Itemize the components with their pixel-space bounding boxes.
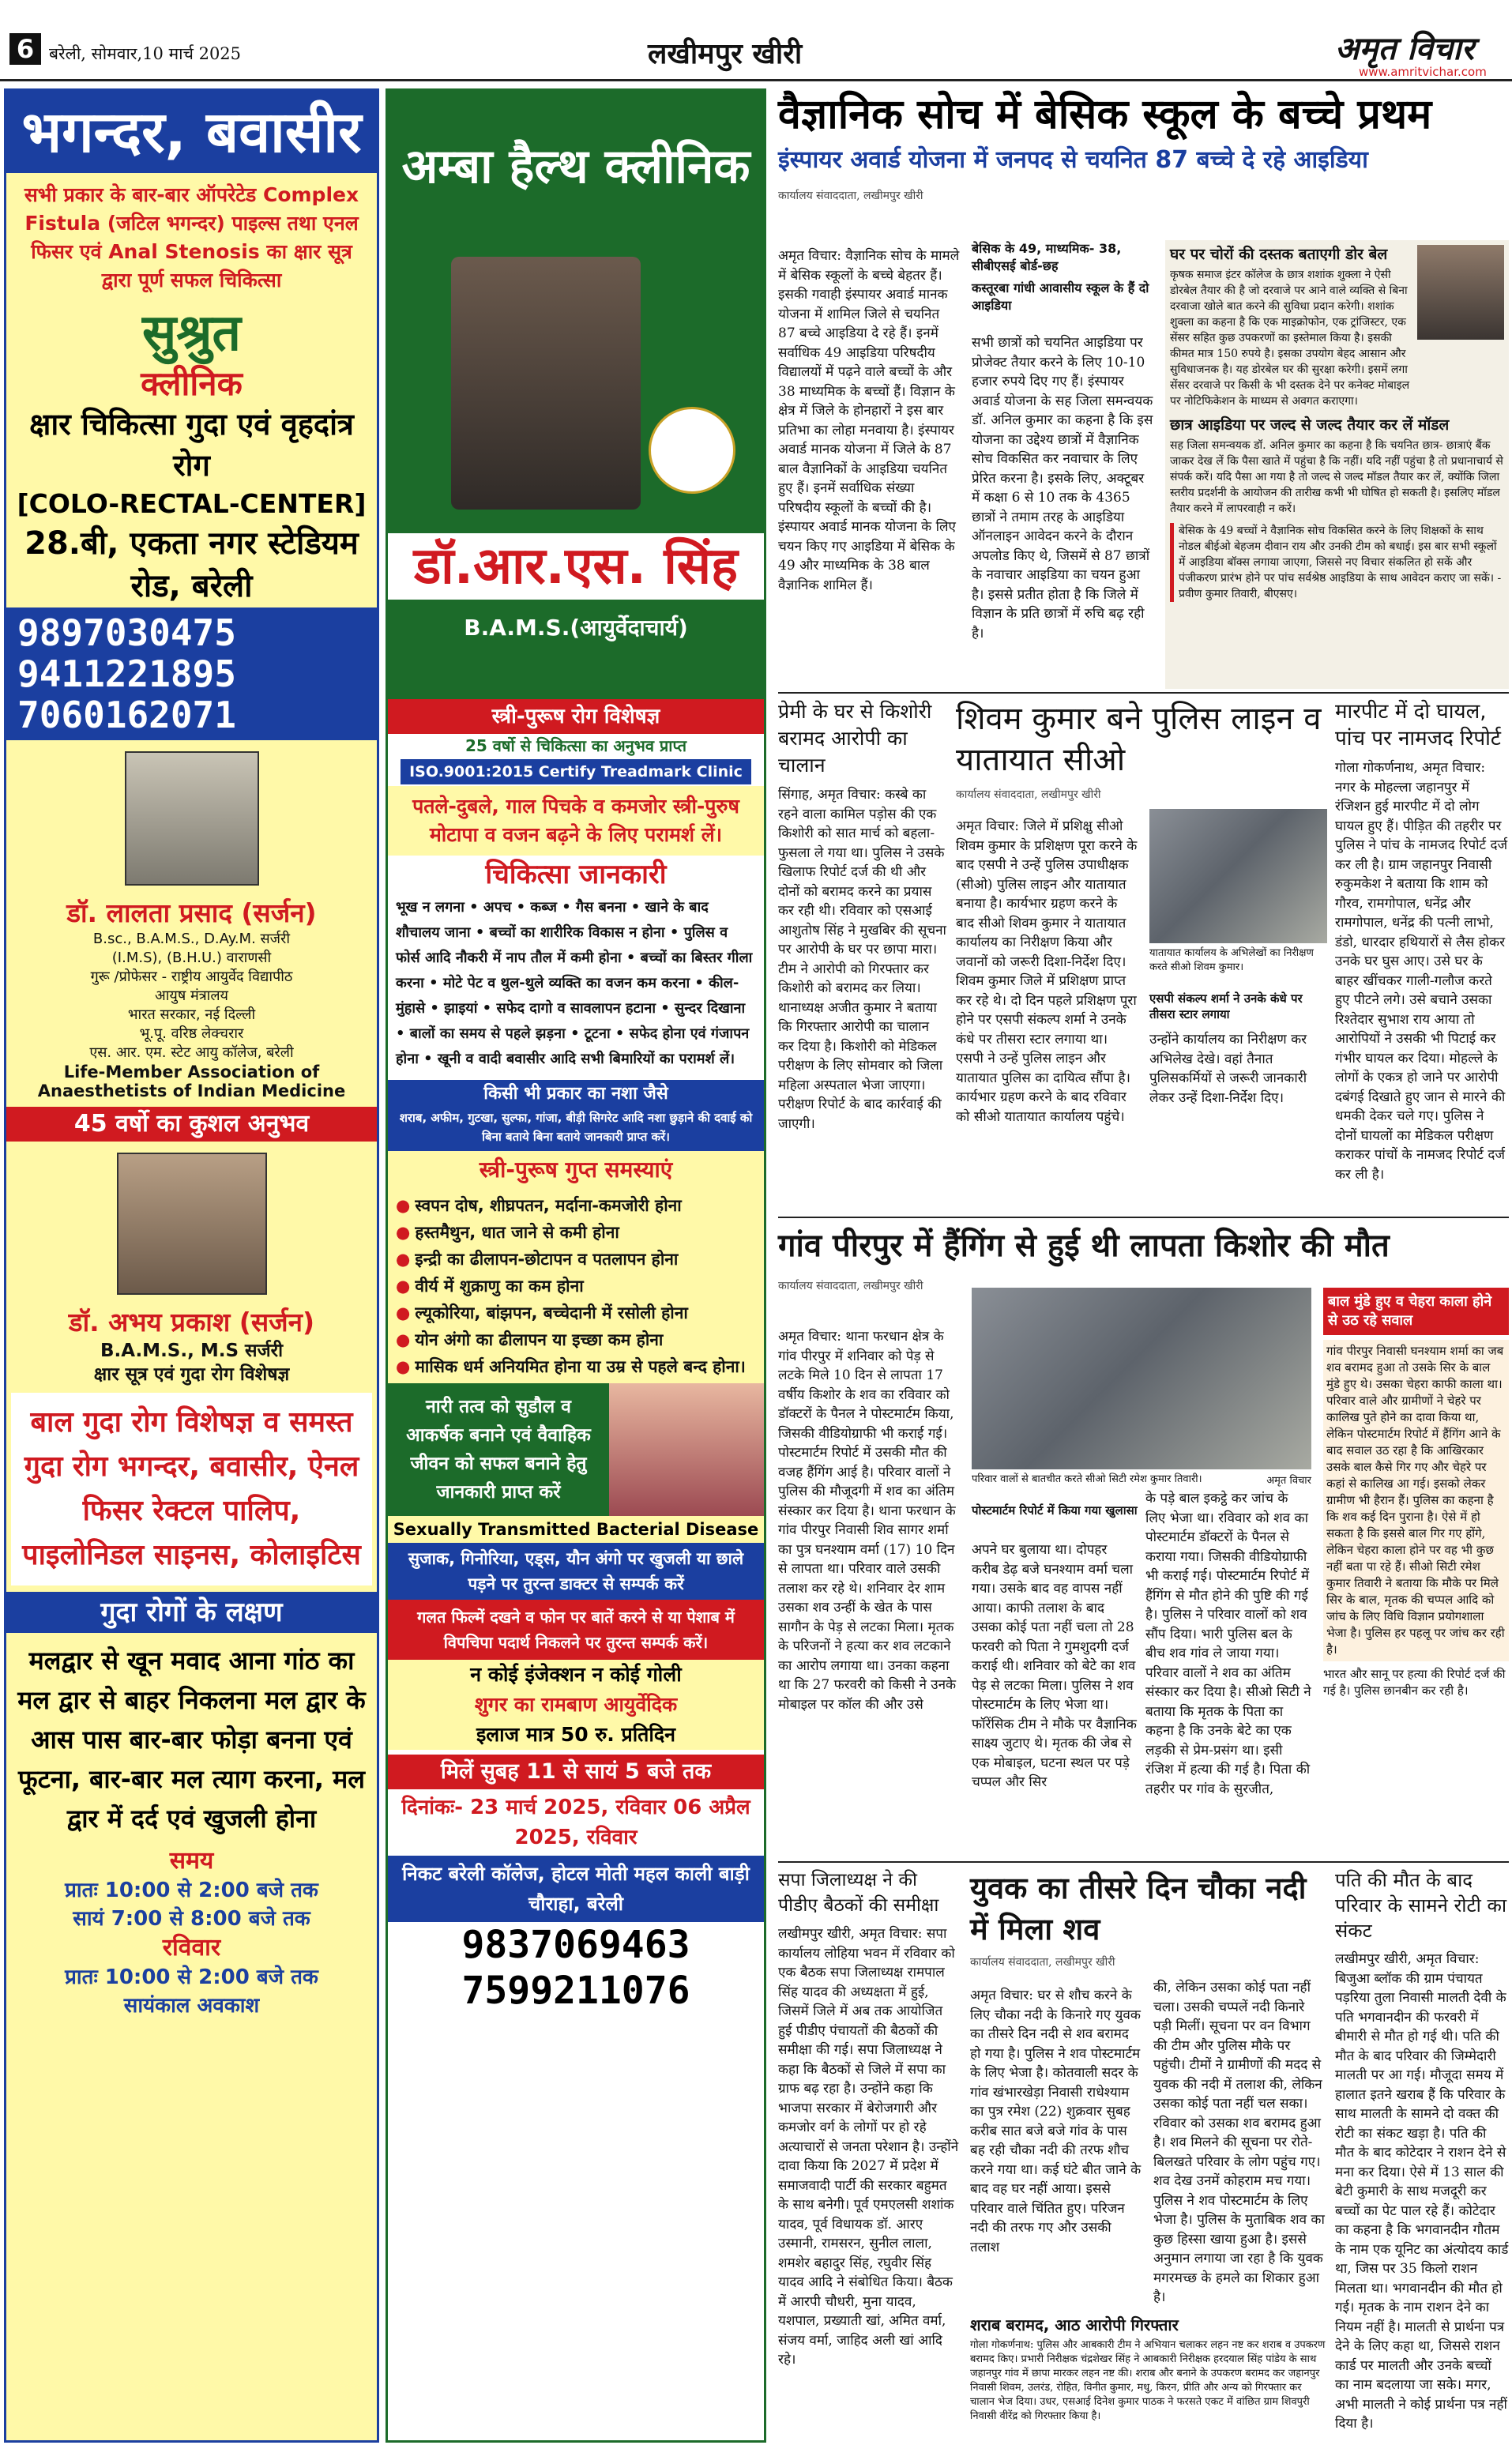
sp-text: लखीमपुर खीरी, अमृत विचार: सपा कार्यालय लोहिया भवन में रविवार को एक बैठक सपा जिलाध्यक्ष रामपाल सिंह यादव की अध्यक्षता में हुई, जिसमें जिले में अब तक आयोजित हुई पीडीए पंचायतों की बैठकों की समीक्षा की गई। सपा जिलाध्यक्ष ने कहा कि बैठकों से जिले में सपा का ग्राफ बढ़ रहा है। उन्होंने कहा कि भाजपा सरकार में बेरोजगारी और कमजोर वर्ग के लोगों पर हो रहे अत्याचारों से जनता परेशान है। उन्होंने दावा किया कि 2027 में प्रदेश में समाजवादी पार्टी की सरकार बहुमत के साथ बनेगी। पूर्व एमएलसी शशांक यादव, पूर्व विधायक डॉ. आरए उस्मानी, रामसरन, सुनील लाला, शमशेर बहादुर सिंह, रघुवीर सिंह यादव आदि ने संबोधित किया। बैठक में आरपी चौधरी, मुना यादव, यशपाल, प्रख्याती खां, अमित वर्मा, संजय वर्मा, जाहिद अली खां आदि रहे। bbox=[778, 1926, 959, 2368]
clinic-center: [COLO-RECTAL-CENTER] bbox=[17, 488, 367, 519]
no-injection: न कोई इंजेक्शन न कोई गोली bbox=[388, 1660, 764, 1690]
spec-block: बाल गुदा रोग विशेषज्ञ व समस्त गुदा रोग भगन्दर, बवासीर, ऐनल फिसर रेक्टल पालिप, पाइलोनिडल साइनस, कोलाइटिस bbox=[11, 1393, 372, 1585]
secret-item: ● वीर्य में शुक्राणु का कम होना bbox=[396, 1277, 584, 1296]
ad-title: भगन्दर, बवासीर bbox=[6, 91, 377, 173]
urgent-note: गलत फिल्में दखने व फोन पर बातें करने से या पेशाब में विपचिपा पदार्थ निकलने पर तुरन्त सम्पर्क करें। bbox=[388, 1600, 764, 1660]
story-kidnap bbox=[778, 698, 948, 1212]
assault-body bbox=[1335, 758, 1509, 1185]
addiction-title: किसी भी प्रकार का नशा जैसे bbox=[388, 1080, 764, 1108]
secret-item: ● स्वपन दोष, शीघ्रपतन, मर्दाना-कमजोरी होना bbox=[396, 1196, 682, 1215]
doctor2-degree: B.A.M.S., M.S सर्जरी bbox=[100, 1341, 284, 1361]
river-text: की, लेकिन उसका कोई पता नहीं चला। उसकी चप्पलें नदी किनारे पड़ी मिलीं। सूचना पर वन विभाग की टीम और पुलिस मौके पर पहुंची। टीमों ने ग्रामीणों की मदद से युवक की नदी में तलाश की, लेकिन उसका कोई पता नहीं चल सका। रविवार को उसका शव बरामद हुआ है। शव मिलने की सूचना पर रोते-बिलखते परिवार के लोग पहुंच गए। शव देख उनमें कोहराम मच गया। पुलिस ने शव पोस्टमार्टम के लिए भेजा है। पुलिस के मुताबिक शव का कुछ हिस्सा खाया हुआ है। इससे अनुमान लगाया जा रहा है कि युवक मगरमच्छ के हमले का शिकार हुआ है। bbox=[1153, 1980, 1325, 2305]
std-title: Sexually Transmitted Bacterial Disease bbox=[388, 1516, 764, 1543]
page-number: 6 bbox=[9, 33, 41, 65]
iso-badge: ISO.9001:2015 Certify Treadmark Clinic bbox=[401, 759, 751, 784]
assault-headline: मारपीट में दो घायल, पांच पर नामजद रिपोर्ट bbox=[1335, 700, 1501, 750]
widow-body bbox=[1335, 1950, 1509, 2432]
river-sub-text: गोला गोकर्णनाथ: पुलिस और आबकारी टीम ने अभियान चलाकर लहन नष्ट कर शराब व उपकरण बरामद किए। प्रभारी निरीक्षक चंद्रशेखर सिंह ने आबकारी निरीक्षक हरदयाल सिंह पांडेय के साथ जहानपुर गांव में छापा मारकर लहन नष्ट की। शराब और बनाने के उपकरण बरामद कर जहानपुर निवासी शिवम, उलरंड, रोहित, विनीत कुमार, मधु, किरन, प्रीति और अन्य को गिरफ्तार कर चालान भेज दिया। उधर, एसआई दिनेश कुमार पाठक ने फरसते एकट में वांछित ग्राम शिवपुरी निवासी वीरेंद्र को गिरफ्तार किया है। bbox=[970, 2339, 1326, 2422]
doctor1-line: भारत सरकार, नई दिल्ली bbox=[127, 1006, 256, 1023]
quote-text: बेसिक के 49 बच्चों ने वैज्ञानिक सोच विकसित करने के लिए शिक्षकों के साथ नोडल बीईओ बेहजम दीवान राय और उनकी टीम को बधाई। इस बार सभी स्कूलों में आइडिया बॉक्स लगाया जाएगा, जिससे नए विचार संकलित हो सकें और पंजीकरण प्रारंभ होने पर पांच सर्वश्रेष्ठ आइडिया के साथ आवेदन कराए जा सकें। - प्रवीण कुमार तिवारी, बीएसए। bbox=[1170, 523, 1504, 602]
clinic-logo bbox=[649, 407, 735, 494]
clinic-phone: 9837069463 bbox=[461, 1923, 690, 1967]
brand-logo: अमृत विचार bbox=[1335, 31, 1474, 67]
police-text: अमृत विचार: जिले में प्रशिक्षु सीओ शिवम कुमार के प्रशिक्षण पूरा करने के बाद एसपी ने उन्हें पुलिस उपाधीक्षक (सीओ) पुलिस लाइन और यातायात बनाया है। कार्यभार ग्रहण करने के बाद सीओ शिवम कुमार ने यातायात कार्यालय का निरीक्षण किया और जवानों को जरूरी दिशा-निर्देश दिए। शिवम कुमार जिले में प्रशिक्षण प्राप्त कर रहे थे। दो दिन पहले प्रशिक्षण पूरा होने पर एसपी संकल्प शर्मा ने उनके कंधे पर तीसरा स्टार लगाया था। एसपी ने उन्हें पुलिस लाइन और यातायात पुलिस का दायित्व सौंपा है। कार्यभार ग्रहण करने के बाद रविवार को सीओ यातायात कार्यालय पहुंचे। bbox=[956, 818, 1138, 1125]
timing-line: प्रातः 10:00 से 2:00 बजे तक bbox=[65, 1879, 318, 1902]
secret-item-text: स्वपन दोष, शीघ्रपतन, मर्दाना-कमजोरी होना bbox=[415, 1196, 682, 1215]
timing-line: सायं 7:00 से 8:00 बजे तक bbox=[73, 1907, 310, 1931]
lead-paragraph: अमृत विचार: वैज्ञानिक सोच के मामले में बेसिक स्कूलों के बच्चे बेहतर हैं। इसकी गवाही इंस्पायर अवार्ड मानक योजना में शामिल जिले से चयनित 87 बच्चे आइडिया दे रहे हैं। इनमें सर्वाधिक 49 आइडिया परिषदीय विद्यालयों में पढ़ने वाले बच्चों के और 38 माध्यमिक के बच्चों हैं। विज्ञान के क्षेत्र में जिले के होनहारों ने इस बार प्रतिभा का लोहा मनवाया है। इंस्पायर अवार्ड मानक योजना में जिले के 87 बाल वैज्ञानिकों के आइडिया चयनित हुए हैं। इनमें सर्वाधिक संख्या परिषदीय स्कूलों के बच्चों की है। इंस्पायर अवार्ड मानक योजना के लिए चयन किए गए आइडिया में बेसिक के 49 और माध्यमिक के 38 बाल वैज्ञानिक शामिल हैं। bbox=[778, 248, 960, 593]
police-col1 bbox=[956, 817, 1138, 1212]
lead-subhead: इंस्पायर अवार्ड योजना में जनपद से चयनित 87 बच्चे दे रहे आइडिया bbox=[778, 146, 1368, 174]
secret-item-text: हस्तमैथुन, धात जाने से कमी होना bbox=[415, 1223, 619, 1242]
women-row bbox=[388, 1383, 764, 1516]
sidebar-text: सह जिला समन्वयक डॉ. अनिल कुमार का कहना है कि चयनित छात्र- छात्राएं बैंक जाकर देख लें कि पैसा खाते में पहुंचा है कि नहीं। यदि नहीं पहुंचा है तो प्रधानाचार्य से संपर्क करें। यदि पैसा आ गया है तो जल्द से जल्द मॉडल तैयार कर लें, क्योंकि जिला स्तरीय प्रदर्शनी के आयोजन की तारीख कभी भी घोषित हो सकती है। इसलिए मॉडल तैयार करने में लापरवाही न करें। bbox=[1170, 439, 1503, 515]
river-headline: युवक का तीसरे दिन चौका नदी में मिला शव bbox=[970, 1871, 1307, 1947]
secret-item: ● इन्द्री का ढीलापन-छोटापन व पतलापन होना bbox=[396, 1250, 679, 1269]
hanging-headline: गांव पीरपुर में हैंगिंग से हुई थी लापता किशोर की मौत bbox=[778, 1228, 1390, 1264]
hanging-text: अमृत विचार: थाना फरधान क्षेत्र के गांव पीरपुर में शनिवार को पेड़ से लटके मिले 10 दिन से लापता 17 वर्षीय किशोर के शव का रविवार को डॉक्टरों के पैनल ने पोस्टमार्टम किया, जिसकी वीडियोग्राफी भी कराई गई। पोस्टमार्टम रिपोर्ट में उसकी मौत की वजह हैंगिंग आई है। परिवार वालों ने पुलिस की मौजूदगी में शव का अंतिम संस्कार कर दिया है। थाना फरधान के गांव पीरपुर निवासी शिव सागर शर्मा का पुत्र घनश्याम वर्मा (17) 10 दिन से लापता था। परिवार वाले उसकी तलाश कर रहे थे। शनिवार देर शाम उसका शव उन्हीं के खेत के पास सागौन के पेड़ से लटका मिला। मृतक के परिजनों ने हत्या कर शव लटकाने का आरोप लगाया था। उनका कहना था कि 27 फरवरी को किसी ने उनके मोबाइल पर कॉल की और उसे bbox=[778, 1329, 957, 1713]
dates-line: दिनांकः- 23 मार्च 2025, रविवार 06 अप्रैल 2025, रविवार bbox=[401, 1796, 750, 1849]
sidebar-text: कृषक समाज इंटर कॉलेज के छात्र शशांक शुक्ला ने ऐसी डोरबेल तैयार की है जो दरवाजे पर आने वाले व्यक्ति से बिना दरवाजा खोले बात करने की सुविधा प्रदान करेगी। शशांक शुक्ला का कहना है कि एक माइक्रोफोन, एक ट्रांजिस्टर, एक सेंसर सहित कुछ उपकरणों का इस्तेमाल किया है। इसकी कीमत मात्र 150 रुपये है। इसका उपयोग बेहद आसान और सुविधाजनक है। यह डोरबेल घर की सुरक्षा करेगी। इसमें लगा सेंसर दरवाजे पर किसी के भी दस्तक देने पर कनेक्ट मोबाइल पर नोटिफिकेशन के माध्यम से अवगत कराएगा। bbox=[1170, 269, 1410, 408]
masthead-rule bbox=[0, 79, 1512, 81]
sp-body bbox=[778, 1924, 960, 2414]
doctor1-name: डॉ. लालता प्रसाद (सर्जन) bbox=[66, 897, 317, 928]
secret-item-text: ल्यूकोरिया, बांझपन, बच्चेदानी में रसोली होना bbox=[415, 1303, 688, 1322]
story-river bbox=[970, 1868, 1326, 2440]
doctor1-line: आयुष मंत्रालय bbox=[155, 987, 228, 1004]
hanging-sidebar bbox=[1323, 1288, 1509, 1856]
lead-col2 bbox=[972, 333, 1153, 689]
phone-3: 7060162071 bbox=[17, 694, 236, 736]
doctor2-name: डॉ. अभय प्रकाश (सर्जन) bbox=[68, 1307, 315, 1337]
sp-headline: सपा जिलाध्यक्ष ने की पीडीए बैठकों की समीक्षा bbox=[778, 1870, 939, 1916]
hours-line: मिलें सुबह 11 से सायं 5 बजे तक bbox=[388, 1755, 764, 1789]
river-byline: कार्यालय संवाददाता, लखीमपुर खीरी bbox=[970, 1956, 1115, 1969]
secret-item-text: योन अंगो का ढीलापन या इच्छा कम होना bbox=[415, 1330, 664, 1349]
timing-title: समय bbox=[169, 1847, 214, 1875]
clinic-specialty: क्षार चिकित्सा गुदा एवं वृहदांत्र रोग bbox=[29, 407, 354, 483]
secret-item: ● मासिक धर्म अनियमित होना या उम्र से पहले बन्द होना। bbox=[396, 1357, 746, 1376]
secret-item-text: वीर्य में शुक्राणु का कम होना bbox=[415, 1277, 584, 1296]
doctor2-spec: क्षार सूत्र एवं गुदा रोग विशेषज्ञ bbox=[93, 1364, 290, 1385]
assault-text: गोला गोकर्णनाथ, अमृत विचार: नगर के मोहल्ला जहानपुर में रंजिशन हुई मारपीट में दो लोग घायल हुए हैं। पीड़ित की तहरीर पर पुलिस ने पांच के नामजद रिपोर्ट दर्ज कर ली है। ग्राम जहानपुर निवासी रुकुमकेश ने बताया कि शाम को गौरव, रामगोपाल, धनेंद्र और रामगोपाल, धनेंद्र की पत्नी लाभो, डंडो, धारदार हथियारों से लैस होकर उनके घर घुस आए। उसे घर के बाहर खींचकर गाली-गलौज करते हुए पीटने लगे। उसे बचाने उसका रिश्तेदार सुभाश राय आया तो आरोपियों ने उसकी भी पिटाई कर गंभीर घायल कर दिया। मोहल्ले के लोगों के एकत्र हो जाने पर आरोपी दबंगई दिखाते हुए जान से मारने की धमकी देकर चले गए। पुलिस ने दोनों घायलों का मेडिकल परीक्षण कराकर पांचों के नामजद रिपोर्ट दर्ज कर ली है। bbox=[1335, 760, 1508, 1183]
lead-highlights bbox=[972, 240, 1153, 314]
timing-line: प्रातः 10:00 से 2:00 बजे तक bbox=[65, 1965, 318, 1989]
river-col2 bbox=[1153, 1978, 1326, 2310]
hanging-caption: परिवार वालों से बातचीत करते सीओ सिटी रमेश कुमार तिवारी। bbox=[972, 1473, 1202, 1485]
hanging-photo bbox=[972, 1288, 1311, 1469]
lead-highlight: कस्तूरबा गांधी आवासीय स्कूल के हैं दो आइडिया bbox=[972, 280, 1149, 313]
symptoms-text: मलद्वार से खून मवाद आना गांठ का मल द्वार से बाहर निकलना मल द्वार के आस पास बार-बार फोड़ा बनना एवं फूटना, बार-बार मल त्याग करना, मल द्वार में दर्द एवं खुजली होना bbox=[17, 1646, 366, 1834]
clinic-header-band bbox=[388, 91, 764, 699]
phone-1: 9897030475 bbox=[17, 611, 236, 654]
lead-highlight: बेसिक के 49, माध्यमिक- 38, सीबीएसई बोर्ड-छह bbox=[972, 241, 1122, 273]
dateline: बरेली, सोमवार,10 मार्च 2025 bbox=[49, 44, 242, 63]
doctor1-line: गुरू /प्रोफेसर - राष्ट्रीय आयुर्वेद विद्यापीठ bbox=[90, 969, 293, 985]
clinic-name: अम्बा हैल्थ क्लीनिक bbox=[401, 139, 750, 194]
student-photo bbox=[1417, 245, 1504, 340]
clinic-name: सुश्रुत bbox=[141, 304, 242, 363]
doctor1-line: भू.पू. वरिष्ठ लेक्चरार bbox=[139, 1025, 244, 1042]
experience-text: 25 वर्षो से चिकित्सा का अनुभव प्राप्त bbox=[465, 736, 687, 755]
divider bbox=[778, 692, 1509, 694]
story-police bbox=[956, 698, 1327, 1212]
info-title: चिकित्सा जानकारी bbox=[485, 859, 667, 890]
doctor-degree: B.A.M.S.(आयुर्वेदाचार्य) bbox=[464, 615, 688, 641]
hanging-byline: कार्यालय संवाददाता, लखीमपुर खीरी bbox=[778, 1280, 923, 1292]
ad-health-clinic bbox=[386, 88, 766, 2443]
symptoms-title: गुदा रोगों के लक्षण bbox=[6, 1592, 377, 1633]
clinic-sub: क्लीनिक bbox=[141, 364, 243, 403]
hanging-credit: अमृत विचार bbox=[1266, 1475, 1311, 1487]
body-note: पतले-दुबले, गाल पिचके व कमजोर स्त्री-पुरुष मोटापा व वजन बढ़ने के लिए परामर्श लें। bbox=[388, 786, 764, 856]
website: www.amritvichar.com bbox=[1359, 65, 1487, 79]
edition-name: लखीमपुर खीरी bbox=[648, 38, 803, 70]
lead-byline: कार्यालय संवाददाता, लखीमपुर खीरी bbox=[778, 190, 923, 202]
divider bbox=[778, 1861, 1509, 1863]
doctor-spec: स्त्री-पुरूष रोग विशेषज्ञ bbox=[388, 699, 764, 734]
hanging-col3 bbox=[1145, 1489, 1311, 1856]
story-assault bbox=[1335, 698, 1509, 1212]
timing-line: सायंकाल अवकाश bbox=[123, 1994, 260, 2018]
secret-item-text: मासिक धर्म अनियमित होना या उम्र से पहले बन्द होना। bbox=[415, 1357, 746, 1376]
police-highlight: एसपी संकल्प शर्मा ने उनके कंधे पर तीसरा स्टार लगाया bbox=[1149, 991, 1303, 1021]
lead-headline: वैज्ञानिक सोच में बेसिक स्कूल के बच्चे प्रथम bbox=[778, 91, 1432, 138]
hanging-col2 bbox=[972, 1540, 1138, 1856]
doctor1-details bbox=[6, 930, 377, 1100]
sunday-title: रविवार bbox=[162, 1934, 221, 1962]
ad-intro: सभी प्रकार के बार-बार ऑपरेटेड Complex Fistula (जटिल भगन्दर) पाइल्स तथा एनल फिसर एवं Anal Stenosis का क्षार सूत्र द्वारा पूर्ण सफल चिकित्सा bbox=[24, 183, 359, 292]
river-sub-title: शराब बरामद, आठ आरोपी गिरफ्तार bbox=[970, 2315, 1179, 2334]
clinic-phone: 7599211076 bbox=[461, 1969, 690, 2013]
masthead bbox=[0, 0, 1512, 79]
kidnap-body bbox=[778, 785, 948, 1196]
lead-story bbox=[778, 88, 1509, 689]
doctor-name: डॉ.आर.एस. सिंह bbox=[388, 533, 764, 600]
info-text: भूख न लगना • अपच • कब्ज • गैस बनना • खाने के बाद शौचालय जाना • बच्चों का शारीरिक विकास न होना • पुलिस व फोर्स आदि नौकरी में नाप तौल में कमी होना • बच्चों का बिस्तर गीला करना • मोटे पेट व थुल-थुले व्यक्ति का वजन कम करना • कील- मुंहासे • झाइयां • सफेद दागो व सावलापन हटाना • सुन्दर दिखाना • बालों का समय से पहले झड़ना • टूटना • सफेद होना एवं गंजापन होना • खूनी व वादी बवासीर आदि सभी बिमारियों का परामर्श लें। bbox=[396, 899, 753, 1067]
river-sub bbox=[970, 2315, 1326, 2424]
hanging-sidebar-text: भारत और सानू पर हत्या की रिपोर्ट दर्ज की गई है। पुलिस छानबीन कर रही है। bbox=[1323, 1667, 1506, 1698]
widow-text: लखीमपुर खीरी, अमृत विचार: बिजुआ ब्लॉक की ग्राम पंचायत पड़रिया तुला निवासी मालती देवी के पति भगवानदीन की फरवरी में बीमारी से मौत हो गई थी। पति की मौत के बाद परिवार की जिम्मेदारी मालती पर आ गई। मौजूदा समय में हालात इतने खराब हैं कि परिवार के साथ मालती के सामने दो वक्त की रोटी का संकट खड़ा है। पति की मौत के बाद कोटेदार ने राशन देने से मना कर दिया। ऐसे में 13 साल की बेटी कुमारी के साथ मजदूरी कर बच्चों का पेट पाल रहे हैं। कोटेदार का कहना है कि भगवानदीन गौतम के नाम एक यूनिट का अंत्योदय कार्ड था, जिस पर 35 किलो राशन मिलता था। भगवानदीन की मौत हो गई। मृतक के नाम राशन देने का नियम नहीं है। मालती से प्रार्थना पत्र देने के लिए कहा था, जिससे राशन कार्ड पर मालती और उनके बच्चों का नाम बदलाया जा सके। मगर, अभी मालती ने कोई प्रार्थना पत्र नहीं दिया है। bbox=[1335, 1951, 1509, 2432]
police-col2 bbox=[1149, 1030, 1327, 1212]
lead-col1 bbox=[778, 246, 960, 689]
price-line: इलाज मात्र 50 रु. प्रतिदिन bbox=[388, 1720, 764, 1750]
addiction-text: शराब, अफीम, गुटखा, सुल्फा, गांजा, बीड़ी सिगरेट आदि नशा छुड़ाने की दवाई को बिना बताये बिना बताये जानकारी प्राप्त करें। bbox=[388, 1108, 764, 1151]
phone-list bbox=[6, 607, 377, 740]
sidebar-title: घर पर चोरों की दस्तक बताएगी डोर बेल bbox=[1170, 246, 1388, 263]
hanging-text: के पड़े बाल इकट्ठे कर जांच के लिए भेजा था। रविवार को शव का पोस्टमार्टम डॉक्टरों के पैनल से कराया गया। जिसकी वीडियोग्राफी भी कराई गई। पोस्टमार्टम रिपोर्ट में हैंगिंग से मौत होने की पुष्टि की गई है। पुलिस ने परिवार वालों को शव सौंप दिया। भारी पुलिस बल के बीच शव गांव ले जाया गया। परिवार वालों ने शव का अंतिम संस्कार कर दिया है। सीओ सिटी ने बताया कि मृतक के पिता का कहना है कि उनके बेटे का एक लड़की से प्रेम-प्रसंग था। इसी रंजिश में हत्या की गई है। पिता की तहरीर पर गांव के सुरजीत, bbox=[1145, 1491, 1311, 1797]
secret-item: ● योन अंगो का ढीलापन या इच्छा कम होना bbox=[396, 1330, 664, 1349]
story-sp bbox=[778, 1868, 960, 2440]
secret-item: ● हस्तमैथुन, धात जाने से कमी होना bbox=[396, 1223, 619, 1242]
doctor2-photo bbox=[117, 1153, 267, 1295]
lead-sidebar bbox=[1165, 240, 1509, 689]
river-col1 bbox=[970, 1986, 1142, 2310]
doctor-photo bbox=[451, 257, 641, 510]
divider bbox=[778, 1217, 1509, 1218]
hanging-text: अपने घर बुलाया था। दोपहर करीब डेढ़ बजे घनश्याम वर्मा चला गया। उसके बाद वह वापस नहीं आया। काफी तलाश के बाद उसका कोई पता नहीं चला तो 28 फरवरी को पिता ने गुमशुदगी दर्ज कराई थी। शनिवार को बेटे का शव पेड़ से लटका मिला। पुलिस ने शव पोस्टमार्टम के लिए भेजा था। फॉरेंसिक टीम ने मौके पर वैज्ञानिक साक्ष्य जुटाए थे। मृतक की जेब से एक मोबाइल, घटना स्थल पर पड़े चप्पल और सिर bbox=[972, 1542, 1137, 1790]
doctor1-line: एस. आर. एम. स्टेट आयु कॉलेज, बरेली bbox=[89, 1044, 294, 1061]
secret-item: ● ल्यूकोरिया, बांझपन, बच्चेदानी में रसोली होना bbox=[396, 1303, 688, 1322]
doctor1-line: B.sc., B.A.M.S., D.Ay.M. सर्जरी bbox=[92, 931, 291, 947]
widow-headline: पति की मौत के बाद परिवार के सामने रोटी का संकट bbox=[1335, 1869, 1507, 1942]
police-headline: शिवम कुमार बने पुलिस लाइन व यातायात सीओ bbox=[956, 701, 1322, 778]
police-byline: कार्यालय संवाददाता, लखीमपुर खीरी bbox=[956, 788, 1101, 801]
hanging-sidebar-text: गांव पीरपुर निवासी घनश्याम शर्मा का जब शव बरामद हुआ तो उसके सिर के बाल मुंडे हुए थे। उसका चेहरा काफी काला था। परिवार वाले और ग्रामीणों ने चेहरे पर कालिख पुते होने का दावा किया था, लेकिन पोस्टमार्टम रिपोर्ट में हैंगिंग आने के बाद सवाल उठ रहा है कि आखिरकार उसके बाल कैसे गिर गए और चेहरे पर कहां से कालिख आ गई। इसको लेकर ग्रामीण भी हैरान हैं। पुलिस का कहना है कि शव कई दिन पुराना है। ऐसे में हो सकता है कि इससे बाल गिर गए होंगे, लेकिन चेहरा काला होने पर वह भी कुछ नहीं बता पा रहे हैं। सीओ सिटी रमेश कुमार तिवारी ने बताया कि मौके पर मिले सिर के बाल, मृतक की चप्पल आदि को जांच के लिए विधि विज्ञान प्रयोगशाला भेजा है। पुलिस हर पहलू पर जांच कर रही है। bbox=[1323, 1340, 1509, 1661]
secret-item-text: इन्द्री का ढीलापन-छोटापन व पतलापन होना bbox=[415, 1250, 679, 1269]
hanging-highlight: पोस्टमार्टम रिपोर्ट में किया गया खुलासा bbox=[972, 1503, 1138, 1518]
secret-title: स्त्री-पुरूष गुप्त समस्याएं bbox=[388, 1151, 764, 1189]
secret-list bbox=[388, 1189, 764, 1383]
lead-paragraph: सभी छात्रों को चयनित आइडिया पर प्रोजेक्ट तैयार करने के लिए 10-10 हजार रुपये दिए गए हैं। इंस्पायर अवार्ड योजना के सह जिला समन्वयक डॉ. अनिल कुमार का कहना है कि इस योजना का उद्देश्य छात्रों में वैज्ञानिक सोच विकसित कर नवाचार के लिए प्रेरित करना है। इसके लिए, अक्टूबर में कक्षा 6 से 10 तक के 4365 छात्रों ने तमाम तरह के आइडिया ऑनलाइन आवेदन करने के दौरान अपलोड किए थे, जिसमें से 87 छात्रों के नवाचार आइडिया का चयन हुआ है। इससे प्रतीत होता है कि जिले में विज्ञान के प्रति छात्रों में रुचि बढ़ रही है। bbox=[972, 335, 1153, 641]
kidnap-text: सिंगाह, अमृत विचार: कस्बे का रहने वाला कामिल पड़ोस की एक किशोरी को सात मार्च को बहला-फुसला ले गया था। पुलिस ने उसके खिलाफ रिपोर्ट दर्ज की थी और दोनों को बरामद करने का प्रयास कर रही थी। रविवार को एसआई आशुतोष सिंह ने मुखबिर की सूचना पर आरोपी के घर पर छापा मारा। टीम ने आरोपी को गिरफ्तार कर किशोरी को बरामद कर लिया। थानाध्यक्ष अजीत कुमार ने बताया कि गिरफ्तार आरोपी का चालान कर दिया है। किशोरी को मेडिकल परीक्षण के लिए सोमवार को जिला महिला अस्पताल भेजा जाएगा। परीक्षण रिपोर्ट के बाद कार्रवाई की जाएगी। bbox=[778, 787, 946, 1132]
kidnap-headline: प्रेमी के घर से किशोरी बरामद आरोपी का चालान bbox=[778, 700, 932, 777]
phone-2: 9411221895 bbox=[17, 653, 236, 695]
women-note: नारी तत्व को सुडौल व आकर्षक बनाने एवं वैवाहिक जीवन को सफल बनाने हेतु जानकारी प्राप्त करें bbox=[388, 1383, 609, 1516]
ad-piles-clinic bbox=[4, 88, 379, 2443]
doctor1-line: Life-Member Association of Anaesthetists of Indian Medicine bbox=[37, 1063, 346, 1100]
doctor1-photo bbox=[125, 751, 259, 886]
police-photo bbox=[1149, 809, 1327, 943]
experience-banner: 45 वर्षो का कुशल अनुभव bbox=[6, 1107, 377, 1142]
hanging-col1 bbox=[778, 1327, 960, 1856]
police-caption: यातायात कार्यालय के अभिलेखों का निरीक्षण करते सीओ शिवम कुमार। bbox=[1149, 947, 1314, 973]
venue-line: निकट बरेली कॉलेज, होटल मोती महल काली बाड़ी चौराहा, बरेली bbox=[388, 1856, 764, 1922]
clinic-address: 28.बी, एकता नगर स्टेडियम रोड, बरेली bbox=[24, 525, 359, 604]
sugar-line: शुगर का रामबाण आयुर्वेदिक bbox=[388, 1690, 764, 1720]
women-photo bbox=[609, 1383, 764, 1516]
story-hanging bbox=[778, 1224, 1509, 1856]
sidebar-title: छात्र आइडिया पर जल्द से जल्द तैयार कर लें मॉडल bbox=[1170, 416, 1450, 434]
doctor1-line: (I.M.S), (B.H.U.) वाराणसी bbox=[111, 950, 272, 966]
hanging-sidebar-title: बाल मुंडे हुए व चेहरा काला होने से उठ रहे सवाल bbox=[1323, 1288, 1509, 1335]
police-text: उन्होंने कार्यालय का निरीक्षण कर अभिलेख देखे। वहां तैनात पुलिसकर्मियों से जरूरी जानकारी लेकर उन्हें दिशा-निर्देश दिए। bbox=[1149, 1032, 1307, 1106]
std-text: सुजाक, गिनोरिया, एड्स, यौन अंगो पर खुजली या छाले पड़ने पर तुरन्त डाक्टर से सम्पर्क करें bbox=[388, 1543, 764, 1600]
river-text: अमृत विचार: घर से शौच करने के लिए चौका नदी के किनारे गए युवक का तीसरे दिन नदी से शव बरामद हो गया है। पुलिस ने शव पोस्टमार्टम के लिए भेजा है। कोतवाली सदर के गांव खंभारखेड़ा निवासी राधेश्याम का पुत्र रमेश (22) शुक्रवार सुबह करीब सात बजे बजे गांव के पास बह रही चौका नदी की तरफ शौच करने गया था। कई घंटे बीत जाने के बाद वह घर नहीं आया। इससे परिवार वाले चिंतित हुए। परिजन नदी की तरफ गए और उसकी तलाश bbox=[970, 1988, 1142, 2255]
story-widow bbox=[1335, 1868, 1509, 2440]
